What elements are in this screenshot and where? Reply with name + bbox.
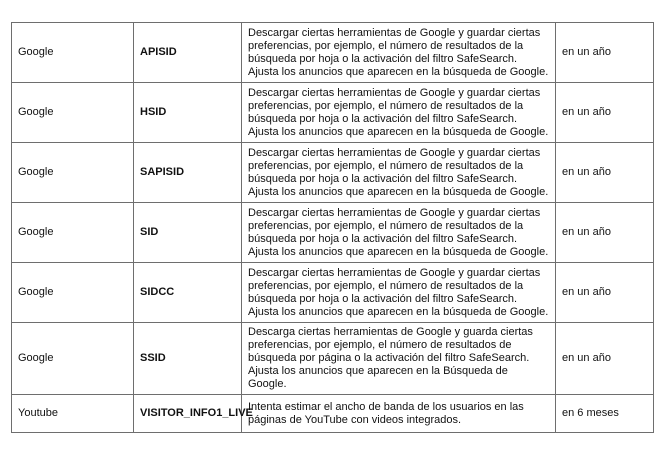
cookie-provider: Google [12,143,134,203]
cookie-name: SSID [134,323,242,395]
cookie-purpose: Descarga ciertas herramientas de Google y guarda ciertas preferencias, por ejemplo, el número de resultados de búsqueda por página o la activación del filtro SafeSearch. Ajusta los anuncios que aparecen en la Búsqueda de Google. [242,323,556,395]
cookie-purpose: Descargar ciertas herramientas de Google y guardar ciertas preferencias, por ejemplo, el número de resultados de la búsqueda por hoja o la activación del filtro SafeSearch. Ajusta los anuncios que aparecen en la búsqueda de Google. [242,23,556,83]
cookie-duration: en un año [556,323,654,395]
cookie-duration: en 6 meses [556,395,654,433]
cookie-provider: Youtube [12,395,134,433]
table-row [12,203,654,263]
cookie-provider: Google [12,203,134,263]
cookie-provider: Google [12,83,134,143]
cookie-name: VISITOR_INFO1_LIVE [134,395,242,433]
cookie-name: SID [134,203,242,263]
cookie-duration: en un año [556,263,654,323]
cookie-purpose: Intenta estimar el ancho de banda de los usuarios en las páginas de YouTube con videos integrados. [242,395,556,433]
cookies-table [11,22,654,433]
table-row [12,395,654,433]
table-row [12,143,654,203]
cookie-duration: en un año [556,143,654,203]
cookie-name: APISID [134,23,242,83]
cookie-duration: en un año [556,203,654,263]
cookie-purpose: Descargar ciertas herramientas de Google y guardar ciertas preferencias, por ejemplo, el número de resultados de la búsqueda por hoja o la activación del filtro SafeSearch. Ajusta los anuncios que aparecen en la búsqueda de Google. [242,83,556,143]
cookie-provider: Google [12,23,134,83]
cookie-purpose: Descargar ciertas herramientas de Google y guardar ciertas preferencias, por ejemplo, el número de resultados de la búsqueda por hoja o la activación del filtro SafeSearch. Ajusta los anuncios que aparecen en la búsqueda de Google. [242,143,556,203]
cookie-duration: en un año [556,23,654,83]
table-row [12,83,654,143]
cookie-name: SIDCC [134,263,242,323]
cookie-name: HSID [134,83,242,143]
cookie-purpose: Descargar ciertas herramientas de Google y guardar ciertas preferencias, por ejemplo, el número de resultados de la búsqueda por hoja o la activación del filtro SafeSearch. Ajusta los anuncios que aparecen en la búsqueda de Google. [242,203,556,263]
cookie-purpose: Descargar ciertas herramientas de Google y guardar ciertas preferencias, por ejemplo, el número de resultados de la búsqueda por hoja o la activación del filtro SafeSearch. Ajusta los anuncios que aparecen en la búsqueda de Google. [242,263,556,323]
table-row [12,323,654,395]
cookie-duration: en un año [556,83,654,143]
cookie-provider: Google [12,323,134,395]
cookie-provider: Google [12,263,134,323]
cookie-name: SAPISID [134,143,242,203]
table-row [12,23,654,83]
table-row [12,263,654,323]
